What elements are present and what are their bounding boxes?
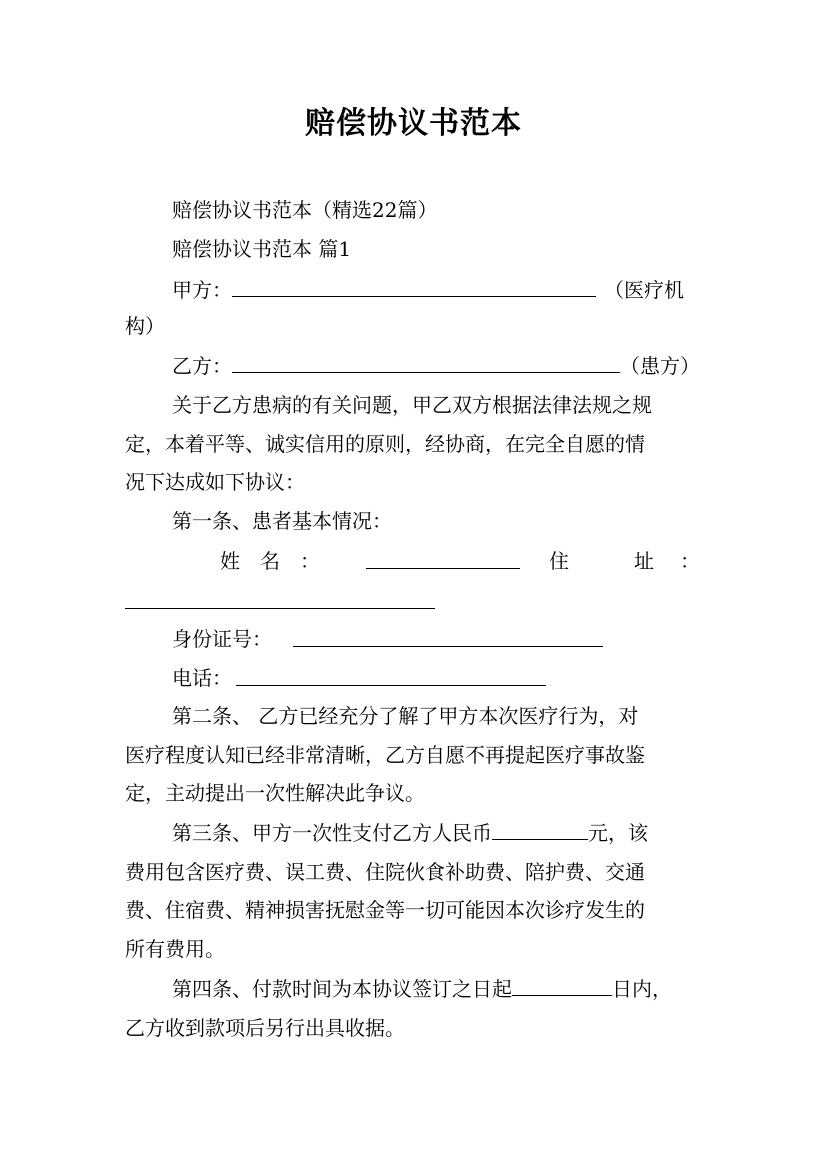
intro-line-3: 况下达成如下协议：	[125, 470, 305, 494]
article4-line-2: 乙方收到款项后另行出具收据。	[125, 1016, 405, 1040]
address-label-2: 址	[634, 549, 654, 573]
article1-heading: 第一条、患者基本情况：	[172, 509, 392, 533]
id-label: 身份证号：	[172, 627, 272, 651]
article3-line-2: 费用包含医疗费、误工费、住院伙食补助费、陪护费、交通	[125, 860, 645, 884]
party-b-row	[172, 351, 712, 381]
intro-line-1: 关于乙方患病的有关问题，甲乙双方根据法律法规之规	[172, 393, 652, 417]
party-b-role: （患方）	[620, 354, 700, 378]
address-colon: ：	[680, 549, 700, 573]
article4-text-a: 第四条、付款时间为本协议签订之日起	[172, 977, 512, 1001]
article3-line-4: 所有费用。	[125, 937, 225, 961]
party-b-label: 乙方：	[172, 354, 232, 378]
party-a-label: 甲方：	[172, 278, 232, 302]
id-blank	[293, 626, 603, 647]
article2-line-1: 第二条、 乙方已经充分了解了甲方本次医疗行为，对	[172, 704, 639, 728]
article3-text-b: 元，该	[588, 821, 648, 845]
article4-text-b: 日内，	[612, 977, 672, 1001]
name-label: 姓 名 ：	[220, 549, 320, 573]
address-label-1: 住	[549, 549, 569, 573]
article2-line-2: 医疗程度认知已经非常清晰，乙方自愿不再提起医疗事故鉴	[125, 743, 645, 767]
name-blank	[366, 548, 520, 569]
party-b-blank	[232, 352, 620, 373]
party-a-blank	[232, 276, 596, 297]
amount-blank	[492, 819, 588, 840]
section-heading: 赔偿协议书范本 篇1	[172, 237, 352, 261]
subtitle: 赔偿协议书范本（精选22篇）	[172, 198, 438, 222]
document-title: 赔偿协议书范本	[305, 106, 522, 141]
address-blank	[125, 588, 435, 609]
article3-text-a: 第三条、甲方一次性支付乙方人民币	[172, 821, 492, 845]
article3-line-3: 费、住宿费、精神损害抚慰金等一切可能因本次诊疗发生的	[125, 898, 645, 922]
article3-line-1	[172, 818, 648, 848]
article4-line-1	[172, 974, 672, 1004]
party-a-role-end: 构）	[125, 314, 165, 338]
party-a-row	[172, 275, 702, 305]
party-a-role-start: （医疗机	[604, 278, 684, 302]
days-blank	[512, 975, 612, 996]
phone-label: 电话：	[172, 666, 232, 690]
phone-blank	[236, 665, 546, 686]
article2-line-3: 定，主动提出一次性解决此争议。	[125, 781, 425, 805]
intro-line-2: 定，本着平等、诚实信用的原则，经协商，在完全自愿的情	[125, 432, 645, 456]
